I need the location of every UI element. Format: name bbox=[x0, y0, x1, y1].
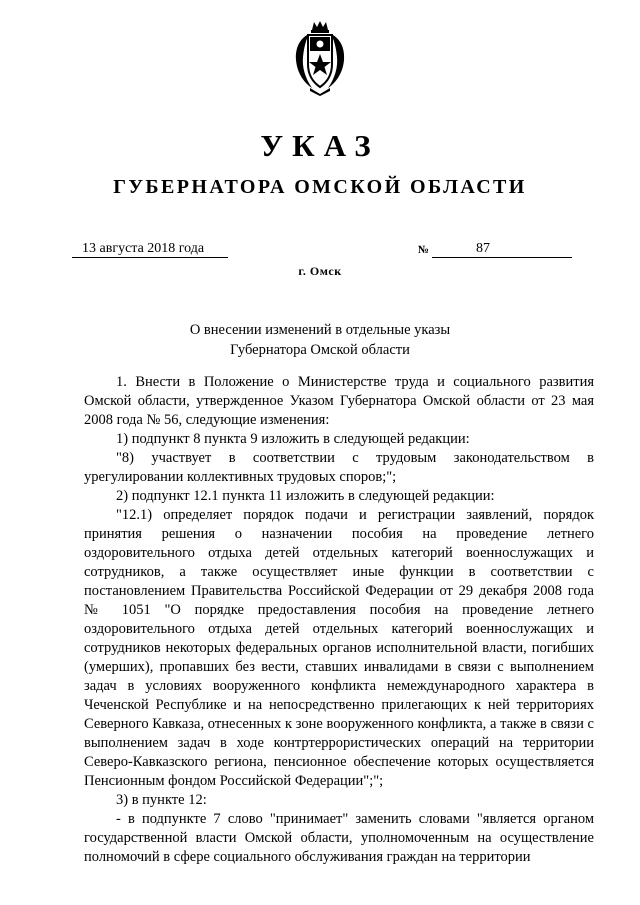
body-paragraph: - в подпункте 7 слово "принимает" заменить словами "является органом государственной власти Омской области, уполномоченным на осуществление полномочий в сфере социального обслуживания граждан на территории bbox=[84, 811, 594, 865]
decree-date: 13 августа 2018 года bbox=[72, 240, 228, 258]
body-paragraph: 1) подпункт 8 пункта 9 изложить в следующей редакции: bbox=[116, 431, 470, 447]
body-paragraph: "8) участвует в соответствии с трудовым законодательством в урегулировании коллективных трудовых споров;"; bbox=[84, 450, 594, 485]
document-issuer: ГУБЕРНАТОРА ОМСКОЙ ОБЛАСТИ bbox=[113, 176, 527, 198]
decree-heading bbox=[150, 320, 490, 360]
heading-line: Губернатора Омской области bbox=[230, 342, 410, 358]
body-paragraph: 1. Внести в Положение о Министерстве труда и социального развития Омской области, утвержденное Указом Губернатора Омской области от 23 мая 2008 года № 56, следующие изменения: bbox=[84, 374, 594, 428]
decree-body bbox=[84, 373, 594, 867]
body-paragraph: 2) подпункт 12.1 пункта 11 изложить в следующей редакции: bbox=[116, 488, 495, 504]
body-paragraph: "12.1) определяет порядок подачи и регистрации заявлений, порядок принятия решения о назначении пособия на проведение летнего оздоровительного отдыха детей отдельных категорий военнослужащих и сотрудников, а также осуществляет иные функции в соответствии с постановлением Правительства Российской Федерации от 29 декабря 2008 года № 1051 "О порядке предоставления пособия на проведение летнего оздоровительного отдыха детей отдельных категорий военнослужащих и сотрудников некоторых федеральных органов исполнительной власти, погибших (умерших), пропавших без вести, ставших инвалидами в связи с выполнением задач в условиях вооруженного конфликта немеждународного характера в Чеченской Республике и на непосредственно прилегающих к ней территориях Северного Кавказа, отнесенных к зоне вооруженного конфликта, а также в связи с выполнением задач в ходе контртеррористических операций на территории Северо-Кавказского региона, пенсионное обеспечение которых осуществляется Пенсионным фондом Российской Федерации";"; bbox=[84, 507, 594, 789]
decree-number: 87 bbox=[432, 240, 572, 258]
heading-line: О внесении изменений в отдельные указы bbox=[189, 322, 451, 338]
decree-number-label: № bbox=[418, 244, 430, 256]
omsk-region-coat-of-arms-icon bbox=[292, 20, 348, 96]
decree-city: г. Омск bbox=[298, 264, 342, 278]
body-paragraph: 3) в пункте 12: bbox=[116, 792, 207, 808]
document-title: УКАЗ bbox=[260, 128, 380, 163]
